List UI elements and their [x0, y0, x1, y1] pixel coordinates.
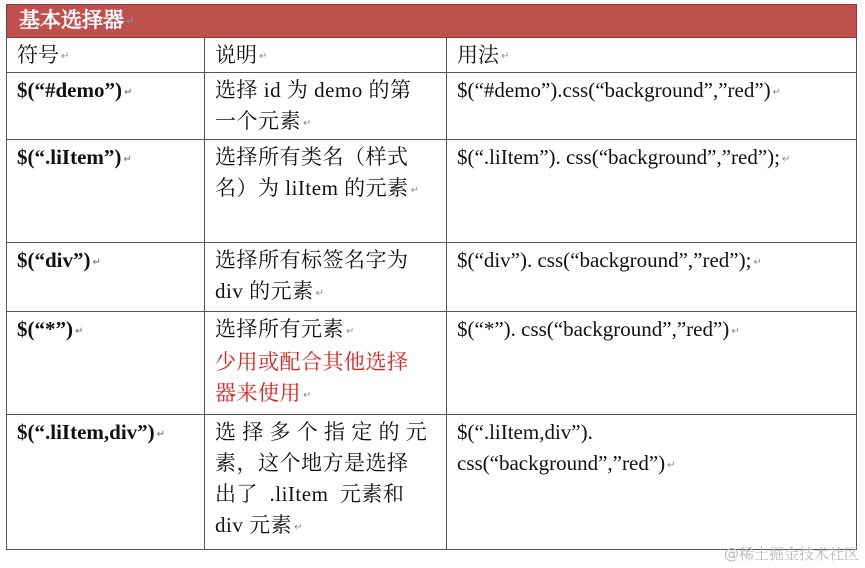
usage-text: $(“*”). css(“background”,”red”) — [457, 317, 730, 342]
paragraph-mark-icon: ↵ — [753, 257, 762, 269]
description-line: 一个元素 — [215, 109, 301, 134]
symbol-cell — [7, 140, 205, 243]
description-line: 素，这个地方是选择 — [215, 451, 409, 476]
header-symbol-text: 符号 — [17, 43, 59, 68]
warning-line: 少用或配合其他选择 — [215, 350, 409, 375]
usage-cell — [447, 415, 857, 550]
description-cell — [205, 73, 447, 140]
paragraph-mark-icon: ↵ — [346, 326, 355, 338]
table-header-row — [7, 38, 857, 73]
basic-selector-table — [6, 4, 857, 550]
table-title — [7, 5, 857, 38]
document-page — [6, 4, 856, 550]
description-line: 出了 .liItem 元素和 — [215, 482, 405, 507]
usage-text: $(“#demo”).css(“background”,”red”) — [457, 78, 771, 103]
paragraph-mark-icon: ↵ — [156, 429, 166, 441]
table-row — [7, 243, 857, 312]
paragraph-mark-icon: ↵ — [92, 257, 101, 269]
paragraph-mark-icon: ↵ — [667, 460, 676, 472]
paragraph-mark-icon: ↵ — [731, 326, 740, 338]
symbol-text: $(“.liItem,div”) — [17, 420, 155, 445]
watermark: @稀土掘金技术社区 — [723, 545, 859, 563]
paragraph-mark-icon: ↵ — [303, 118, 312, 130]
paragraph-mark-icon: ↵ — [782, 154, 791, 166]
description-line-wrap — [215, 173, 438, 206]
table-row — [7, 73, 857, 140]
warning-line: 器来使用 — [215, 381, 301, 406]
table-row — [7, 312, 857, 415]
description-line-wrap — [215, 276, 438, 309]
description-line: 选 择 多 个 指 定 的 元 — [215, 420, 428, 445]
description-line: div 元素 — [215, 513, 293, 538]
usage-line: css(“background”,”red”) — [457, 451, 666, 476]
description-line-wrap — [215, 314, 438, 347]
header-usage-text: 用法 — [457, 43, 499, 68]
description-cell — [205, 243, 447, 312]
description-line: 选择所有标签名字为 — [215, 248, 409, 273]
table-row — [7, 415, 857, 550]
paragraph-mark-icon: ↵ — [61, 51, 70, 63]
usage-cell — [447, 243, 857, 312]
symbol-cell — [7, 312, 205, 415]
paragraph-mark-icon: ↵ — [410, 185, 420, 197]
symbol-text: $(“#demo”) — [17, 78, 122, 103]
usage-cell — [447, 73, 857, 140]
usage-cell — [447, 140, 857, 243]
paragraph-mark-icon: ↵ — [123, 87, 133, 99]
table-title-text: 基本选择器 — [19, 8, 124, 32]
description-cell — [205, 415, 447, 550]
paragraph-mark-icon: ↵ — [501, 51, 510, 63]
description-line: 名）为 liItem 的元素 — [215, 176, 409, 201]
description-line: 选择所有元素 — [215, 317, 344, 342]
usage-line: $(“.liItem,div”). — [457, 420, 593, 445]
symbol-text: $(“*”) — [17, 317, 73, 342]
usage-text: $(“.liItem”). css(“background”,”red”); — [457, 145, 780, 170]
usage-text: $(“div”). css(“background”,”red”); — [457, 248, 752, 273]
symbol-cell — [7, 415, 205, 550]
usage-cell — [447, 312, 857, 415]
paragraph-mark-icon: ↵ — [259, 51, 268, 63]
paragraph-mark-icon: ↵ — [75, 326, 84, 338]
description-cell — [205, 140, 447, 243]
symbol-text: $(“.liItem”) — [17, 145, 122, 170]
table-row — [7, 140, 857, 243]
paragraph-mark-icon: ↵ — [772, 87, 782, 99]
symbol-cell — [7, 243, 205, 312]
description-cell — [205, 312, 447, 415]
header-description — [205, 38, 447, 73]
paragraph-mark-icon: ↵ — [294, 522, 303, 534]
description-line-wrap — [215, 510, 438, 543]
symbol-text: $(“div”) — [17, 248, 91, 273]
paragraph-mark-icon: ↵ — [303, 389, 312, 401]
description-line: 选择所有类名（样式 — [215, 145, 409, 170]
header-symbol — [7, 38, 205, 73]
header-usage — [447, 38, 857, 73]
paragraph-mark-icon: ↵ — [123, 154, 132, 166]
usage-line-wrap — [457, 448, 848, 481]
symbol-cell — [7, 73, 205, 140]
description-line: div 的元素 — [215, 279, 314, 304]
warning-line-wrap — [215, 378, 438, 411]
description-line-wrap — [215, 106, 438, 139]
paragraph-mark-icon: ↵ — [126, 16, 135, 28]
description-line: 选择 id 为 demo 的第 — [215, 78, 412, 103]
table-title-row — [7, 5, 857, 38]
header-description-text: 说明 — [215, 43, 257, 68]
paragraph-mark-icon: ↵ — [315, 288, 325, 300]
